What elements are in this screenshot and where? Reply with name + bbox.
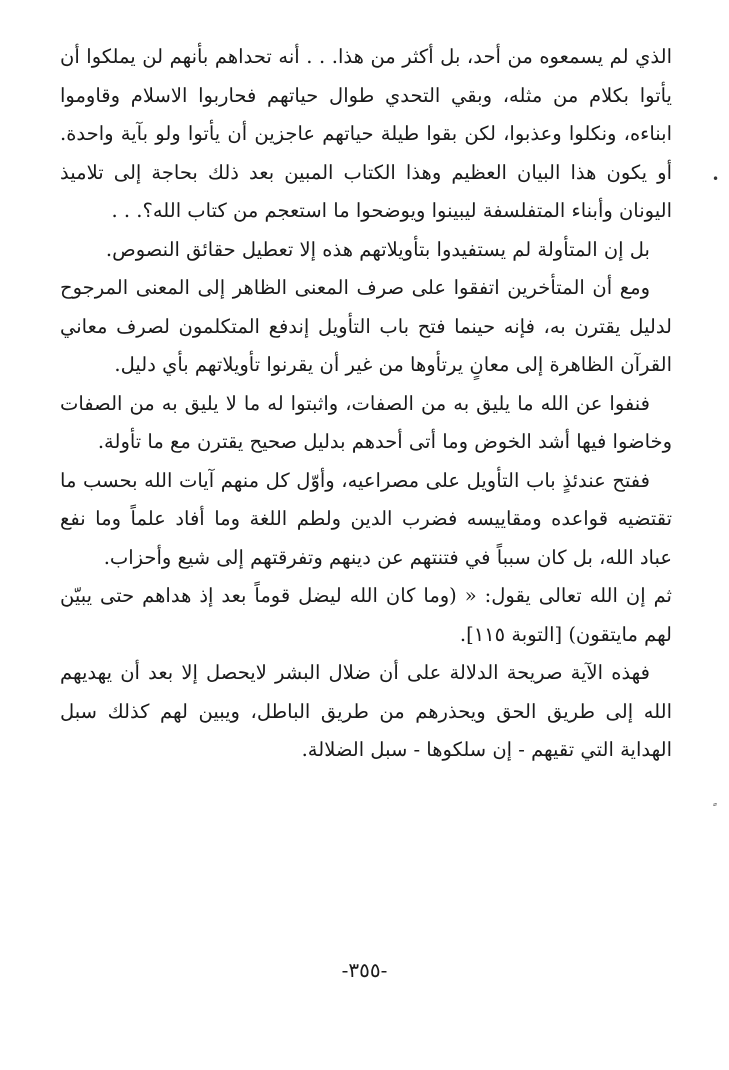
paragraph-2: بل إن المتأولة لم يستفيدوا بتأويلاتهم هذه إلا تعطيل حقائق النصوص. [105,237,650,261]
page-number: -٣٥٥- [341,958,388,982]
paragraph-1: الذي لم يسمعوه من أحد، بل أكثر من هذا. . . أنه تحداهم بأنهم لن يملكوا أن يأتوا بكلام من مثله، وبقي التحدي طوال حياتهم فحاربوا الاسلام وقاوموا ابناءه، ونكلوا وعذبوا، لكن بقوا طيلة حياتهم عاجزين أن يأتوا ولو بآية واحدة. أو يكون هذا البيان العظيم وهذا الكتاب المبين بعد ذلك بحاجة إلى تلاميذ اليونان وأبناء المتفلسفة ليبينوا ويوضحوا ما استعجم من كتاب الله؟. . . [60,45,672,222]
margin-dot-mark: • [712,172,720,186]
paragraph-3: ومع أن المتأخرين اتفقوا على صرف المعنى الظاهر إلى المعنى المرجوح لدليل يقترن به، فإنه حينما فتح باب التأويل إندفع المتكلمون لصرف معاني القرآن الظاهرة إلى معانٍ يرتأوها من غير أن يقرنوا تأويلاتهم بأي دليل. [60,276,672,376]
paragraph-5: ففتح عندئذٍ باب التأويل على مصراعيه، وأوّل كل منهم آيات الله بحسب ما تقتضيه قواعده ومقاييسه فضرب الدين ولطم اللغة وما أفاد علماً وما نفع عباد الله، بل كان سبباً في فتنتهم عن دينهم وتفرقتهم إلى شيع وأحزاب. [60,468,672,569]
paragraph-4: فنفوا عن الله ما يليق به من الصفات، واثبتوا له ما لا يليق به من الصفات وخاضوا فيها أشد الخوض وما أتى أحدهم بدليل صحيح يقترن مع ما تأولة. [60,391,672,453]
paragraph-7: فهذه الآية صريحة الدلالة على أن ضلال البشر لايحصل إلا بعد أن يهديهم الله إلى طريق الحق ويحذرهم من طريق الباطل، ويبين لهم كذلك سبل الهداية التي تقيهم - إن سلكوها - سبل الضلالة. [60,661,672,761]
paragraph-6: ثم إن الله تعالى يقول: « (وما كان الله ليضل قوماً بعد إذ هداهم حتى يبيّن لهم مايتقون) [التوبة ١١٥]. [60,584,672,646]
body-text [60,38,672,770]
